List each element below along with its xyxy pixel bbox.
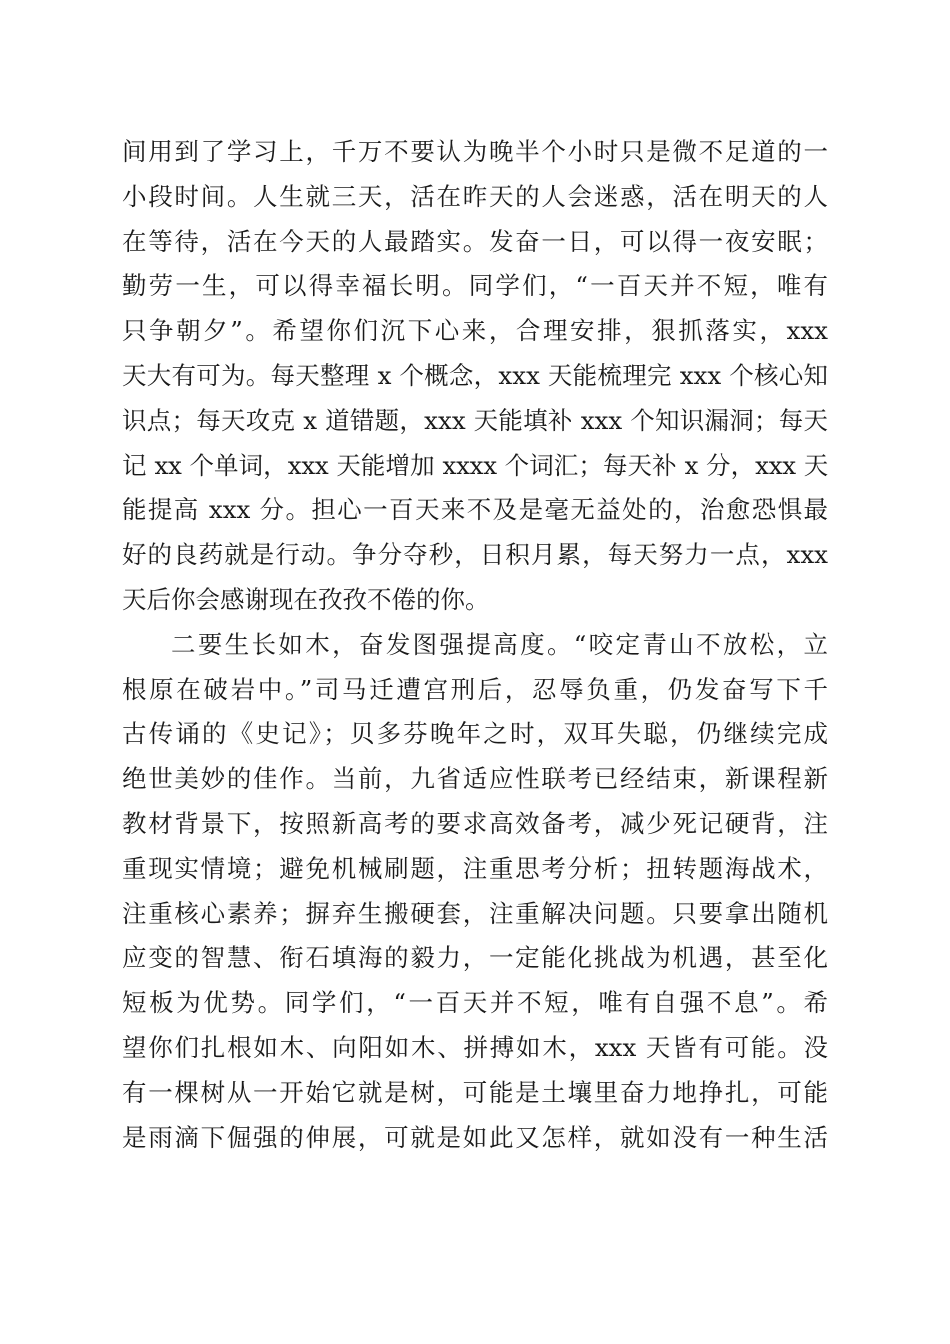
document-body [122, 130, 828, 1160]
text-line: 记 xx 个单词，xxx 天能增加 xxxx 个词汇；每天补 x 分，xxx 天 [122, 450, 828, 480]
text-line: 间用到了学习上，千万不要认为晚半个小时只是微不足道的一 [122, 137, 828, 166]
text-line: 只争朝夕”。希望你们沉下心来，合理安排，狠抓落实，xxx [122, 316, 828, 346]
text-line: 勤劳一生，可以得幸福长明。同学们，“一百天并不短，唯有 [122, 271, 828, 301]
text-line: 望你们扎根如木、向阳如木、拼搏如木，xxx 天皆有可能。没 [122, 1032, 828, 1062]
text-line: 天后你会感谢现在孜孜不倦的你。 [122, 584, 490, 614]
text-line: 识点；每天攻克 x 道错题，xxx 天能填补 xxx 个知识漏洞；每天 [122, 405, 828, 435]
text-line: 应变的智慧、衔石填海的毅力，一定能化挑战为机遇，甚至化 [122, 943, 828, 973]
text-line: 教材背景下，按照新高考的要求高效备考，减少死记硬背，注 [122, 808, 828, 838]
text-line: 根原在破岩中。”司马迁遭宫刑后，忍辱负重，仍发奋写下千 [122, 674, 828, 704]
text-line: 好的良药就是行动。争分夺秒，日积月累，每天努力一点，xxx [122, 540, 828, 570]
text-line: 小段时间。人生就三天，活在昨天的人会迷惑，活在明天的人 [122, 181, 828, 211]
text-line: 绝世美妙的佳作。当前，九省适应性联考已经结束，新课程新 [122, 764, 828, 794]
text-line: 是雨滴下倔强的伸展，可就是如此又怎样，就如没有一种生活 [122, 1122, 828, 1152]
text-line: 短板为优势。同学们，“一百天并不短，唯有自强不息”。希 [122, 988, 828, 1018]
text-line: 重现实情境；避免机械刷题，注重思考分析；扭转题海战术， [122, 853, 828, 883]
text-line: 注重核心素养；摒弃生搬硬套，注重解决问题。只要拿出随机 [122, 898, 828, 928]
text-line: 天大有可为。每天整理 x 个概念，xxx 天能梳理完 xxx 个核心知 [122, 360, 828, 390]
paragraph-first-line: 二要生长如木，奋发图强提高度。“咬定青山不放松，立 [171, 629, 828, 659]
text-line: 能提高 xxx 分。担心一百天来不及是毫无益处的，治愈恐惧最 [122, 495, 828, 525]
text-line: 古传诵的《史记》；贝多芬晚年之时，双耳失聪，仍继续完成 [122, 719, 828, 749]
text-line: 有一棵树从一开始它就是树，可能是土壤里奋力地挣扎，可能 [122, 1077, 828, 1107]
text-line: 在等待，活在今天的人最踏实。发奋一日，可以得一夜安眠； [122, 226, 828, 256]
